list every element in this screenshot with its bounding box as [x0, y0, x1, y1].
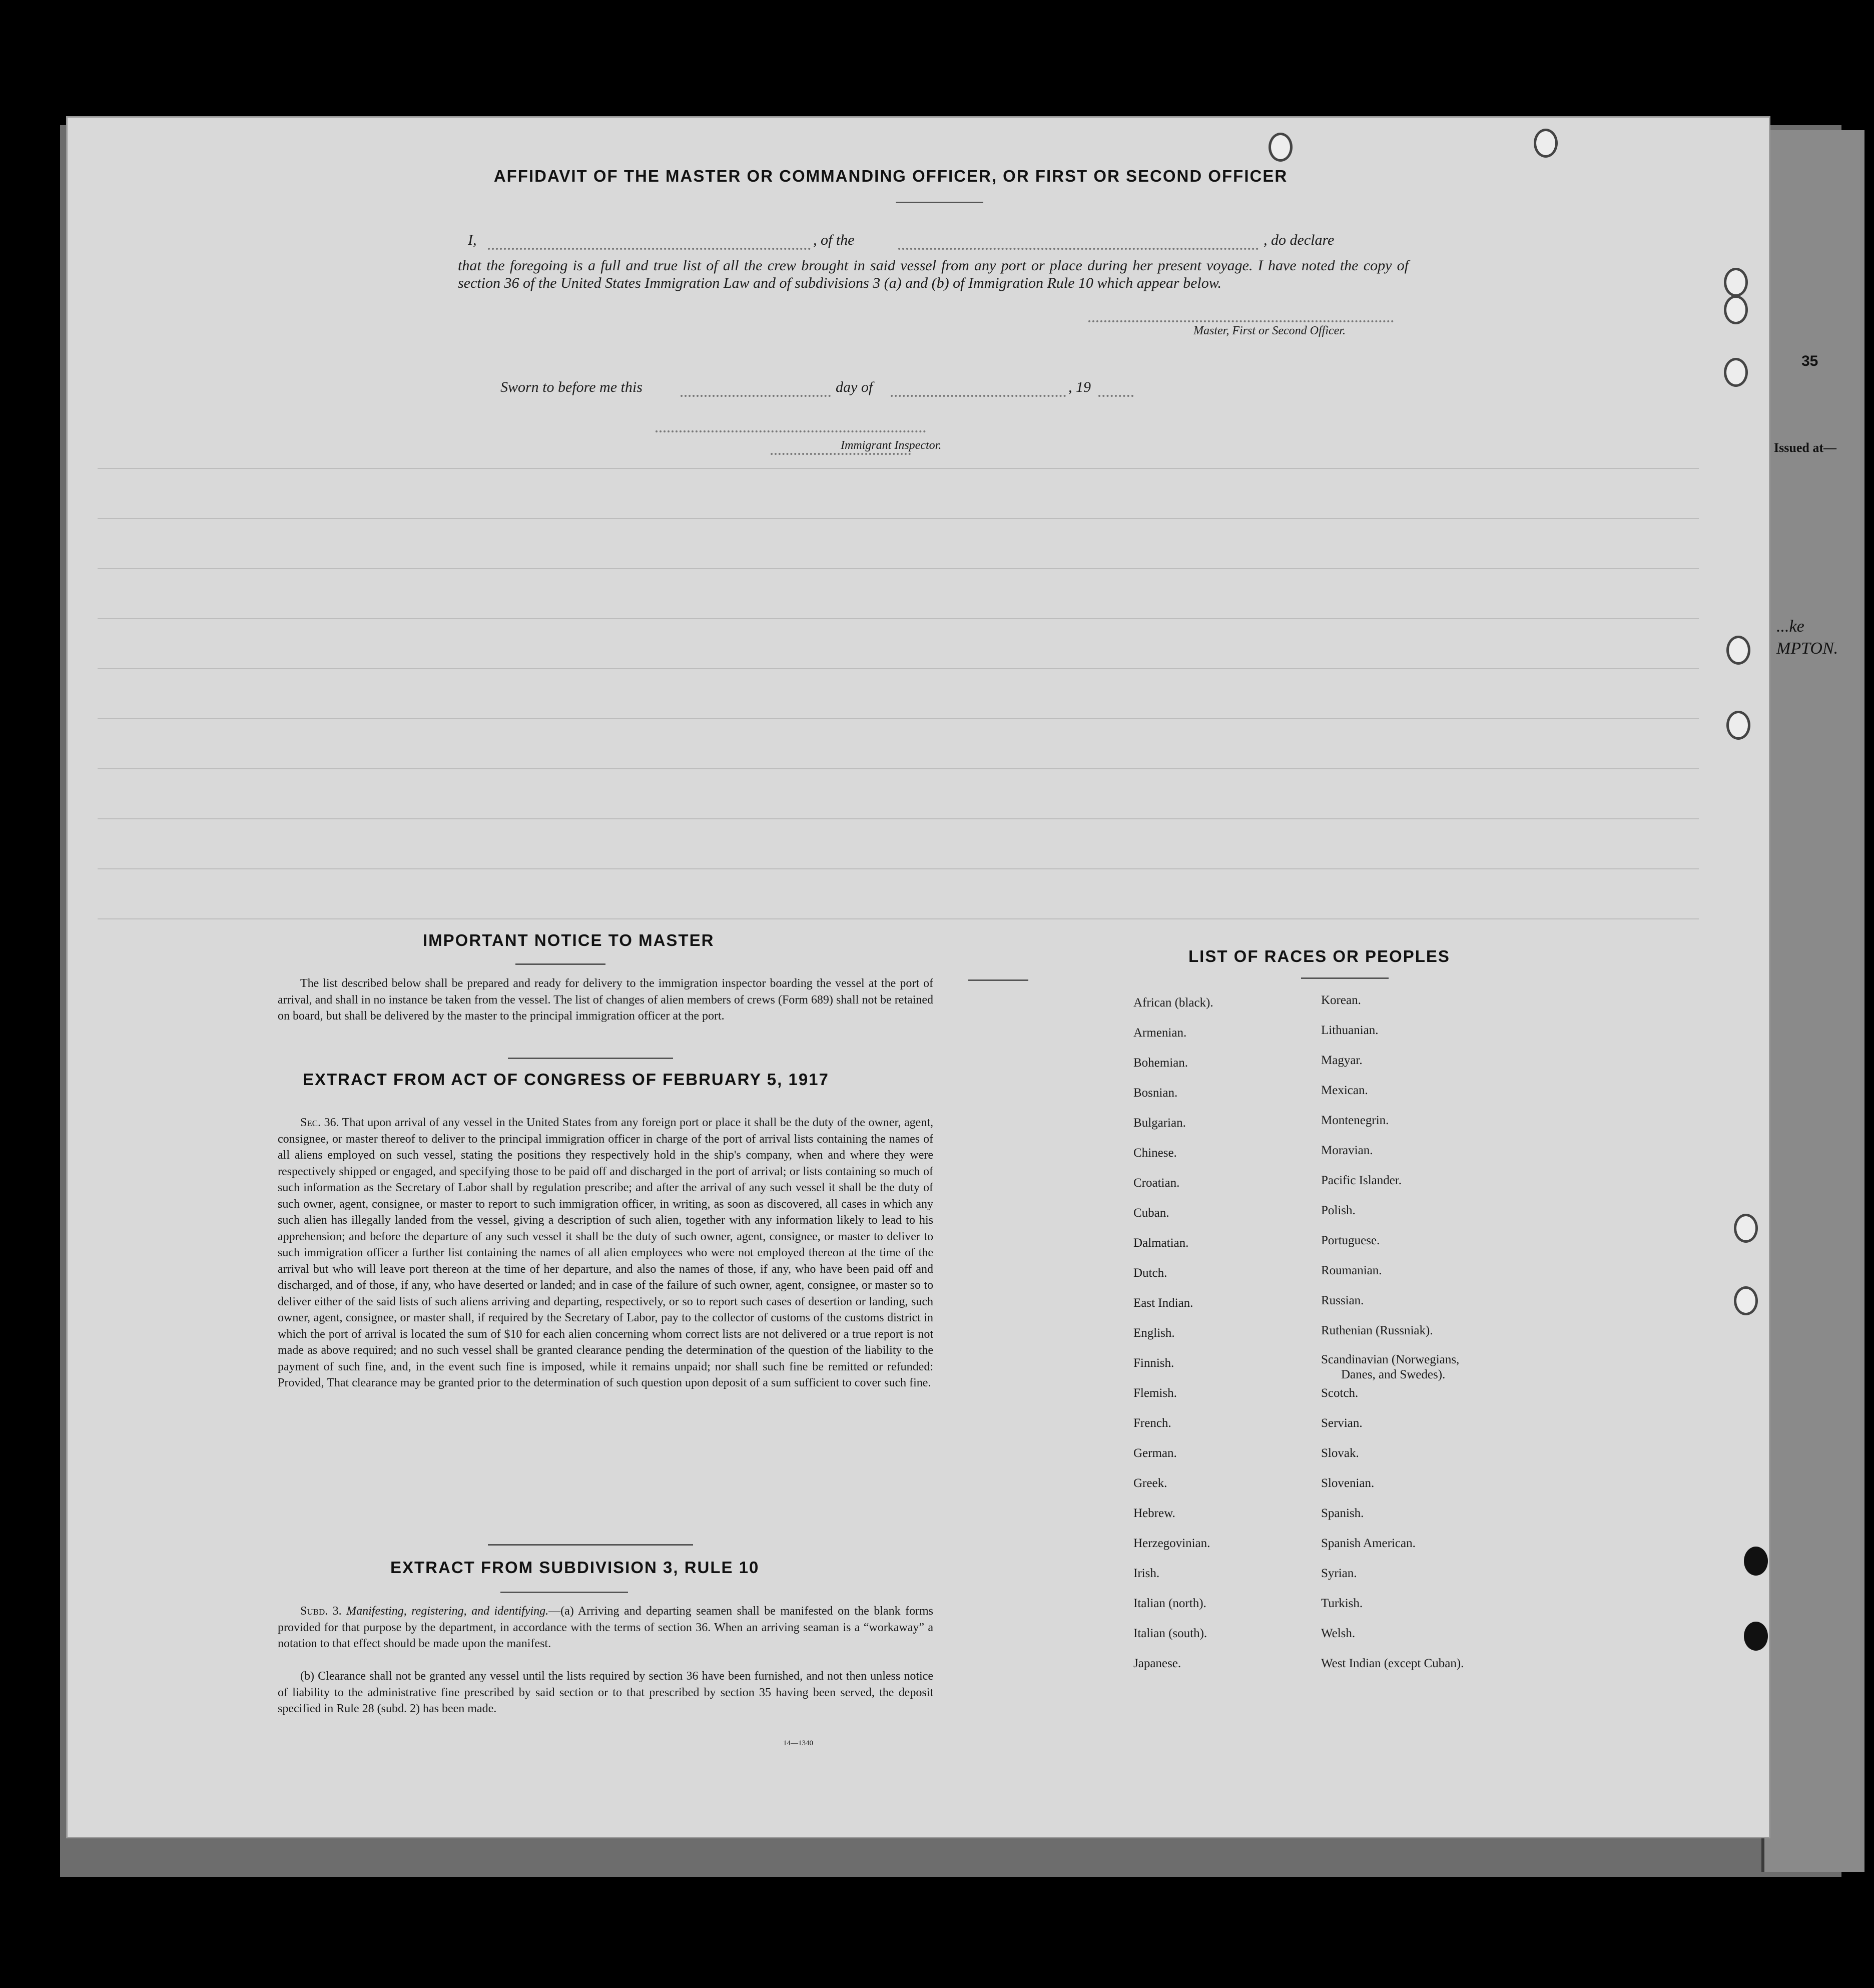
bleed-through-line [98, 468, 1699, 469]
race-item: Portuguese. [1321, 1234, 1380, 1247]
subdivision-label: Subd. 3. [300, 1605, 342, 1618]
sworn-text: Sworn to before me this [500, 379, 643, 395]
title-rule [896, 202, 983, 203]
underlying-issued-at: Issued at— [1774, 440, 1836, 455]
section-rule [500, 1592, 628, 1593]
race-item: Croatian. [1133, 1176, 1180, 1190]
declaration-of-the: , of the [813, 232, 855, 248]
inspector-label: Immigrant Inspector. [841, 439, 942, 452]
race-item: Montenegrin. [1321, 1114, 1389, 1127]
inspector-signature-blank [771, 453, 911, 455]
underlying-handwriting [1776, 616, 1838, 660]
declaration-declare: , do declare [1264, 232, 1335, 248]
declaration-line [468, 232, 1489, 257]
binder-hole [1744, 1547, 1768, 1576]
binder-hole [1734, 1214, 1758, 1243]
notice-text: The list described below shall be prepared and ready for delivery to the immigration inspector boarding the vessel at the port of arrival, and shall in no instance be taken from the vessel. The list of changes of alien members of crews (Form 689) shall not be retained on board, but shall be delivered by the master to the principal immigration officer at the port. [278, 977, 933, 1023]
bleed-through-line [98, 768, 1699, 769]
race-item: East Indian. [1133, 1296, 1193, 1310]
race-item: Japanese. [1133, 1657, 1181, 1670]
race-item: African (black). [1133, 996, 1213, 1010]
month-blank [891, 395, 1066, 397]
form-number: 14—1340 [783, 1739, 813, 1747]
binder-hole [1724, 295, 1748, 324]
section-rule [1301, 977, 1389, 979]
race-item: Servian. [1321, 1416, 1363, 1430]
race-item: Armenian. [1133, 1026, 1187, 1040]
binder-hole [1734, 1286, 1758, 1315]
subdivision-a-text [278, 1603, 933, 1652]
declaration-i: I, [468, 232, 477, 248]
bleed-through-line [98, 568, 1699, 569]
race-item: West Indian (except Cuban). [1321, 1657, 1464, 1670]
year-text: , 19 [1068, 379, 1091, 395]
handwriting-line: ...ke [1776, 617, 1804, 636]
race-item: Spanish American. [1321, 1537, 1416, 1550]
act-extract-title: EXTRACT FROM ACT OF CONGRESS OF FEBRUARY 5, 1917 [303, 1070, 829, 1089]
race-item: Scotch. [1321, 1386, 1359, 1400]
rule-extract-title: EXTRACT FROM SUBDIVISION 3, RULE 10 [390, 1558, 760, 1577]
race-item: Dalmatian. [1133, 1236, 1189, 1250]
race-item: Mexican. [1321, 1084, 1368, 1097]
race-item: Roumanian. [1321, 1264, 1382, 1277]
signature-label: Master, First or Second Officer. [1193, 324, 1346, 337]
binder-hole [1724, 358, 1748, 387]
subdivision-b-text: (b) Clearance shall not be granted any vessel until the lists required by section 36 have been furnished, and not then unless notice of liability to the administrative fine prescribed by said section or to that prescribed by section 35 having been served, the deposit specified in Rule 28 (subd. 2) has been made. [278, 1670, 933, 1715]
race-item: Scandinavian (Norwegians, [1321, 1353, 1460, 1366]
bleed-through-line [98, 818, 1699, 819]
bleed-through-line [98, 618, 1699, 619]
signature-blank [1088, 320, 1394, 322]
race-item: Pacific Islander. [1321, 1174, 1402, 1187]
race-item: Slovenian. [1321, 1476, 1375, 1490]
race-item: Polish. [1321, 1204, 1356, 1217]
bleed-through-line [98, 868, 1699, 869]
underlying-page-number: 35 [1801, 353, 1818, 369]
race-item: Lithuanian. [1321, 1024, 1379, 1037]
race-item: Greek. [1133, 1476, 1167, 1490]
vessel-blank [898, 248, 1259, 250]
race-item: Herzegovinian. [1133, 1537, 1210, 1550]
race-item: Chinese. [1133, 1146, 1177, 1160]
section-rule [488, 1544, 693, 1546]
race-item: Irish. [1133, 1567, 1160, 1580]
race-item: Italian (north). [1133, 1597, 1206, 1610]
race-item: French. [1133, 1416, 1171, 1430]
bleed-through-line [98, 518, 1699, 519]
section-label: Sec. 36. [300, 1116, 339, 1129]
act-extract-text [278, 1115, 933, 1391]
document-sheet [68, 118, 1769, 1837]
day-blank [681, 395, 831, 397]
binder-hole [1726, 711, 1750, 740]
binder-hole [1726, 636, 1750, 665]
name-blank [488, 248, 811, 250]
race-item: Spanish. [1321, 1507, 1364, 1520]
race-item: Hebrew. [1133, 1507, 1175, 1520]
race-item: English. [1133, 1326, 1175, 1340]
race-item: German. [1133, 1446, 1177, 1460]
stray-rule [968, 979, 1028, 981]
sworn-line [500, 379, 1201, 399]
binder-hole [1744, 1622, 1768, 1651]
affidavit-title: AFFIDAVIT OF THE MASTER OR COMMANDING OFFICER, OR FIRST OR SECOND OFFICER [493, 167, 1288, 185]
bleed-through-line [98, 718, 1699, 719]
binder-hole [1269, 133, 1293, 162]
inspector-signature-blank [656, 430, 926, 432]
binder-hole [1724, 268, 1748, 297]
race-item: Welsh. [1321, 1627, 1356, 1640]
race-item: Dutch. [1133, 1266, 1167, 1280]
races-title: LIST OF RACES OR PEOPLES [1188, 947, 1450, 965]
race-item-continued: Danes, and Swedes). [1341, 1368, 1446, 1381]
notice-title: IMPORTANT NOTICE TO MASTER [423, 931, 715, 949]
bleed-through-line [98, 918, 1699, 919]
race-item: Moravian. [1321, 1144, 1373, 1157]
race-item: Syrian. [1321, 1567, 1357, 1580]
underlying-sheet-edge [1761, 130, 1864, 1872]
section-rule [508, 1058, 673, 1059]
race-item: Bohemian. [1133, 1056, 1188, 1070]
race-item: Cuban. [1133, 1206, 1169, 1220]
section-36-text: That upon arrival of any vessel in the United States from any foreign port or place it shall be the duty of the owner, agent, consignee, or master thereof to deliver to the principal immigration officer in charge of the port of arrival lists containing the names of all aliens employed on such vessel, stating the positions they respectively hold in the ship's company, when and where they were respectively shipped or engaged, and specifying those to be paid off and discharged in the port of arrival; or lists containing so much of such information as the Secretary of Labor shall by regulation prescribe; and after the arrival of any such vessel it shall be the duty of such owner, agent, consignee, or master to report to such immigration officer, in writing, as soon as discovered, all cases in which any such alien has illegally landed from the vessel, giving a description of such alien, together with any information likely to lead to his apprehension; and before the departure of any such vessel it shall be the duty of such owner, agent, consignee, or master to deliver to such immigration officer a further list containing the names of all alien employees who were not employed thereon at the time of the arrival but who will leave port thereon at the time of her departure, and also the names of those, if any, who have been paid off and discharged, and of those, if any, who have deserted or landed; and in case of the failure of such owner, agent, consignee, or master so to deliver either of the said lists of such aliens arriving and departing, respectively, or so to report such cases of desertion or landing, such owner, agent, consignee, or master shall, if required by the Secretary of Labor, pay to the collector of customs of the customs district in which the port of arrival is located the sum of $10 for each alien concerning whom correct lists are not delivered or a true report is not made as above required; and no such vessel shall be granted clearance pending the determination of the question of the liability to the payment of such fine, and, in the event such fine is imposed, while it remains unpaid; nor shall such fine be remitted or refunded: Provided, That clearance may be granted prior to the determination of such question upon deposit of a sum sufficient to cover such fine. [278, 1116, 933, 1389]
race-item: Ruthenian (Russniak). [1321, 1324, 1433, 1337]
race-item: Korean. [1321, 993, 1361, 1007]
race-item: Flemish. [1133, 1386, 1177, 1400]
race-item: Bosnian. [1133, 1086, 1178, 1100]
handwriting-line: MPTON. [1776, 639, 1838, 658]
year-blank [1098, 395, 1133, 397]
race-item: Slovak. [1321, 1446, 1359, 1460]
race-item: Russian. [1321, 1294, 1364, 1307]
subdivision-a-body: —(a) Arriving and departing seamen shall be manifested on the blank forms provided for that purpose by the department, in accordance with the terms of section 36. When an arriving seaman is a “workaway” a notation to that effect should be made upon the manifest. [278, 1605, 933, 1650]
race-item: Finnish. [1133, 1356, 1174, 1370]
day-of-text: day of [836, 379, 873, 395]
race-item: Italian (south). [1133, 1627, 1207, 1640]
race-item: Turkish. [1321, 1597, 1363, 1610]
affidavit-body: that the foregoing is a full and true list of all the crew brought in said vessel from any port or place during her present voyage. I have noted the copy of section 36 of the United States Immigration Law and of subdivisions 3 (a) and (b) of Immigration Rule 10 which appear below. [458, 257, 1409, 291]
section-rule [515, 963, 605, 965]
subdivision-heading: Manifesting, registering, and identifying. [346, 1605, 549, 1618]
bleed-through-line [98, 668, 1699, 669]
race-item: Magyar. [1321, 1054, 1363, 1067]
binder-hole [1534, 129, 1558, 158]
race-item: Bulgarian. [1133, 1116, 1186, 1130]
